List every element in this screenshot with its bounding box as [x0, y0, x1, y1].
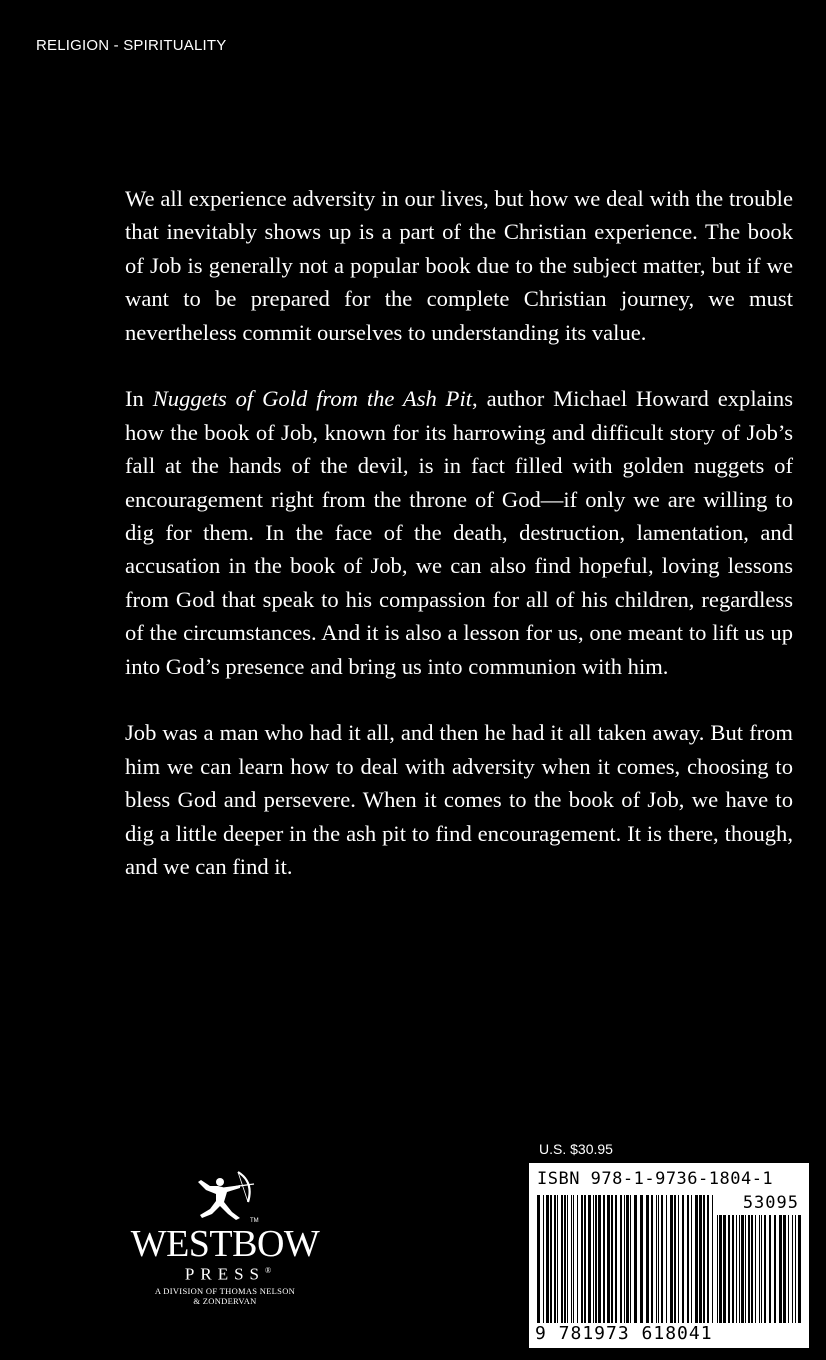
- barcode-bar: [682, 1195, 684, 1323]
- barcode-bar: [792, 1215, 793, 1323]
- barcode-bar: [691, 1195, 692, 1323]
- westbow-press-logo: [130, 1168, 320, 1318]
- barcode-bar: [759, 1215, 760, 1323]
- addon-barcode-bars: [717, 1215, 801, 1323]
- barcode-bar: [769, 1215, 771, 1323]
- barcode-bar: [719, 1215, 722, 1323]
- barcode-bar: [573, 1195, 574, 1323]
- barcode-bar: [561, 1195, 563, 1323]
- barcode-bar: [546, 1195, 549, 1323]
- publisher-press: [136, 1262, 320, 1284]
- category-label: RELIGION - SPIRITUALITY: [36, 37, 227, 54]
- barcode-bar: [717, 1215, 718, 1323]
- barcode-bar: [620, 1195, 622, 1323]
- registered-mark: ®: [265, 1266, 272, 1275]
- barcode-bar: [571, 1195, 572, 1323]
- barcode-bar: [598, 1195, 601, 1323]
- barcode-bar: [567, 1195, 568, 1323]
- publisher-division-line-2: & ZONDERVAN: [193, 1295, 257, 1306]
- book-title-italic: Nuggets of Gold from the Ash Pit: [152, 386, 473, 412]
- barcode-bar: [666, 1195, 667, 1323]
- barcode-bar: [745, 1215, 746, 1323]
- barcode-bar: [798, 1215, 801, 1323]
- blurb-p2-rest: , author Michael Howard explains how the book of Job, known for its harrowing and difficult story of Job’s fall at the hands of the devil, is in fact filled with golden nuggets of encouragement right from the throne of God—if only we are willing to dig for them. In the face of the death, destruction, lamentation, and accusation in the book of Job, we can also find hopeful, loving lessons from God that speak to his compassion for all of his children, regardless of the circumstances. And it is also a lesson for us, one meant to lift us up into God’s presence and bring us into communion with him.: [125, 386, 793, 679]
- barcode-bar: [723, 1215, 726, 1323]
- barcode-bar: [788, 1215, 789, 1323]
- barcode-bar: [687, 1195, 689, 1323]
- archer-icon: [180, 1168, 270, 1224]
- barcode-bar: [779, 1215, 782, 1323]
- barcode-bar: [658, 1195, 659, 1323]
- publisher-brand: WESTBOW: [130, 1223, 320, 1265]
- barcode-bar: [577, 1195, 578, 1323]
- barcode-bar: [728, 1215, 730, 1323]
- barcode-bar: [646, 1195, 649, 1323]
- trademark-mark: TM: [250, 1218, 259, 1224]
- barcode-bar: [584, 1195, 586, 1323]
- barcode-bar: [703, 1195, 705, 1323]
- barcode-bar: [595, 1195, 597, 1323]
- barcode-bar: [537, 1195, 540, 1323]
- barcode-bar: [755, 1215, 756, 1323]
- barcode-bar: [761, 1215, 762, 1323]
- ean-digits: 9 781973 618041: [535, 1323, 713, 1344]
- barcode-bar: [699, 1195, 702, 1323]
- price-code: 53095: [742, 1193, 799, 1213]
- barcode-bar: [588, 1195, 591, 1323]
- barcode-bar: [593, 1195, 594, 1323]
- barcode-bar: [748, 1215, 750, 1323]
- barcode-bar: [695, 1195, 698, 1323]
- barcode-bar: [678, 1195, 679, 1323]
- isbn-label: ISBN 978-1-9736-1804-1: [537, 1169, 774, 1189]
- barcode-bar: [707, 1195, 709, 1323]
- back-cover-blurb: [125, 182, 793, 884]
- barcode-bar: [651, 1195, 653, 1323]
- isbn-barcode: [529, 1163, 809, 1348]
- barcode-bar: [624, 1195, 625, 1323]
- barcode-bar: [564, 1195, 566, 1323]
- barcode-bar: [607, 1195, 610, 1323]
- publisher-division-line-1: A DIVISION OF THOMAS NELSON: [154, 1285, 296, 1296]
- barcode-bar: [751, 1215, 753, 1323]
- barcode-bar: [774, 1215, 776, 1323]
- barcode-bar: [661, 1195, 663, 1323]
- barcode-bar: [640, 1195, 643, 1323]
- barcode-bar: [795, 1215, 796, 1323]
- barcode-bar: [550, 1195, 552, 1323]
- barcode-bar: [626, 1195, 629, 1323]
- barcode-bar: [603, 1195, 605, 1323]
- barcode-bar: [557, 1195, 558, 1323]
- barcode-bar: [712, 1195, 713, 1323]
- barcode-bar: [736, 1215, 737, 1323]
- barcode-bar: [656, 1195, 657, 1323]
- blurb-p2-prefix: In: [125, 386, 153, 412]
- barcode-bar: [732, 1215, 734, 1323]
- barcode-bar: [783, 1215, 786, 1323]
- barcode-bar: [630, 1195, 631, 1323]
- barcode-bar: [581, 1195, 583, 1323]
- barcode-bar: [543, 1195, 544, 1323]
- barcode-bar: [741, 1215, 744, 1323]
- blurb-paragraph-1: We all experience adversity in our lives, but how we deal with the trouble that inevitably shows up is a part of the Christian experience. The book of Job is generally not a popular book due to the subject matter, but if we want to be prepared for the complete Christian journey, we must nevertheless commit ourselves to understanding its value.: [125, 186, 793, 345]
- blurb-paragraph-3: Job was a man who had it all, and then he had it all taken away. But from him we can learn how to deal with adversity when it comes, choosing to bless God and persevere. When it comes to the book of Job, we have to dig a little deeper in the ash pit to find encouragement. It is there, though, and we can find it.: [125, 720, 793, 880]
- barcode-bar: [764, 1215, 766, 1323]
- barcode-bar: [674, 1195, 676, 1323]
- blurb-paragraph-2: [125, 382, 793, 683]
- barcode-bar: [739, 1215, 740, 1323]
- ean-barcode-bars: [537, 1195, 715, 1323]
- press-word: PRESS: [184, 1264, 265, 1284]
- price-label: U.S. $30.95: [539, 1141, 613, 1157]
- barcode-bar: [670, 1195, 673, 1323]
- barcode-bar: [634, 1195, 637, 1323]
- barcode-bar: [611, 1195, 613, 1323]
- barcode-bar: [554, 1195, 556, 1323]
- barcode-bar: [615, 1195, 617, 1323]
